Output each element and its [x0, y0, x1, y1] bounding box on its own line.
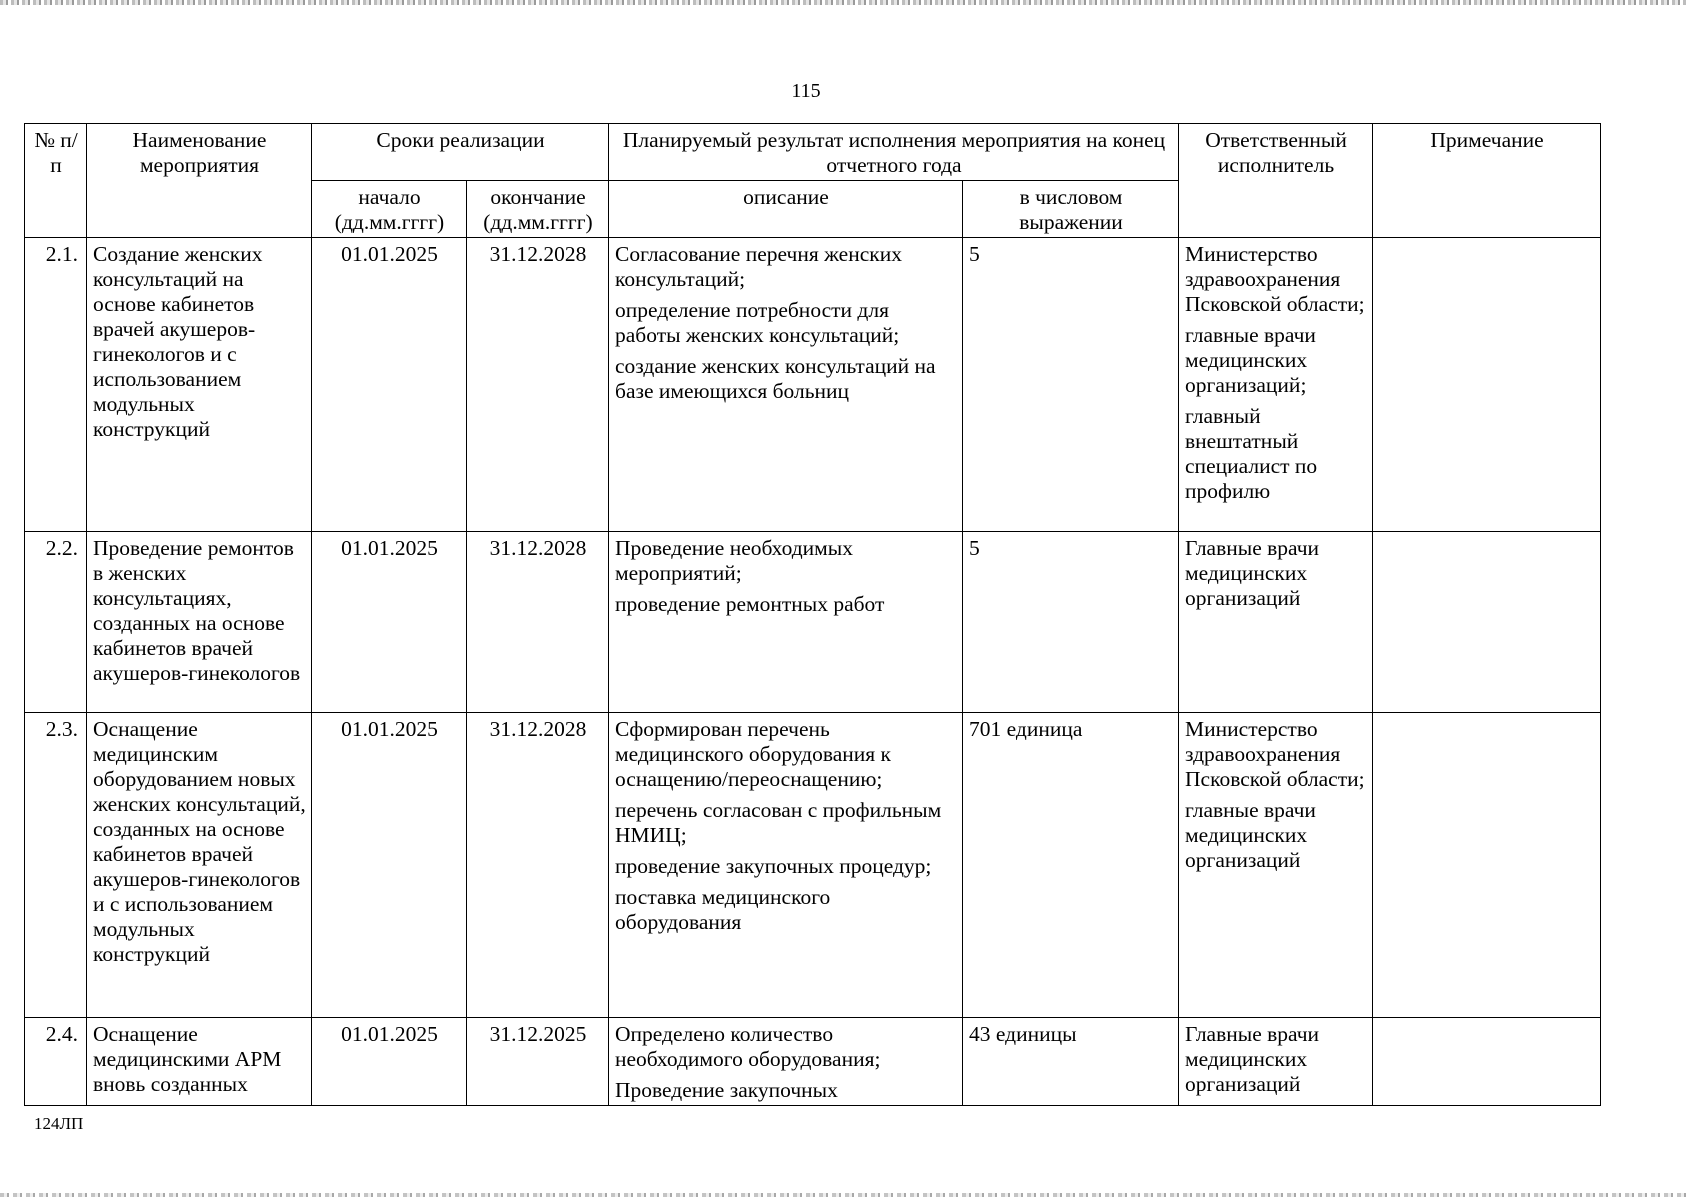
row-name: Оснащение медицинским оборудованием новых женских консультаций, созданных на основе кабинетов врачей акушеров-гинекологов и с использованием модульных конструкций	[87, 713, 312, 1018]
footer-code: 124ЛП	[34, 1114, 84, 1133]
row-name: Проведение ремонтов в женских консультациях, созданных на основе кабинетов врачей акушеров-гинекологов	[87, 532, 312, 713]
row-responsible	[1179, 532, 1373, 713]
row-end-date: 31.12.2028	[467, 532, 609, 713]
row-number: 2.3.	[25, 713, 87, 1018]
row-note	[1373, 238, 1601, 532]
plan-table	[24, 123, 1601, 1106]
header-start: начало (дд.мм.гггг)	[312, 181, 467, 238]
row-start-date: 01.01.2025	[312, 532, 467, 713]
row-end-date: 31.12.2028	[467, 238, 609, 532]
row-start-date: 01.01.2025	[312, 1018, 467, 1106]
row-description	[609, 713, 963, 1018]
table-body	[25, 238, 1601, 1106]
row-numeric: 5	[963, 238, 1179, 532]
description-item: Определено количество необходимого оборудования;	[615, 1022, 881, 1071]
responsible-item: главные врачи медицинских организаций	[1185, 798, 1316, 872]
table-header	[25, 124, 1601, 238]
table-row	[25, 532, 1601, 713]
description-item: проведение закупочных процедур;	[615, 854, 932, 878]
row-responsible	[1179, 238, 1373, 532]
row-numeric: 5	[963, 532, 1179, 713]
responsible-item: главные врачи медицинских организаций;	[1185, 323, 1316, 397]
row-number: 2.4.	[25, 1018, 87, 1106]
description-item: проведение ремонтных работ	[615, 592, 885, 616]
row-responsible	[1179, 713, 1373, 1018]
row-start-date: 01.01.2025	[312, 238, 467, 532]
description-item: Проведение закупочных	[615, 1078, 838, 1102]
table-row	[25, 713, 1601, 1018]
description-item: Согласование перечня женских консультаций;	[615, 242, 902, 291]
row-end-date: 31.12.2028	[467, 713, 609, 1018]
header-numeric: в числовом выражении	[963, 181, 1179, 238]
responsible-item: Главные врачи медицинских организаций	[1185, 536, 1320, 610]
responsible-item: Министерство здравоохранения Псковской области;	[1185, 717, 1365, 791]
table-row	[25, 238, 1601, 532]
responsible-item: главный внештатный специалист по профилю	[1185, 404, 1318, 503]
description-item: создание женских консультаций на базе имеющихся больниц	[615, 354, 936, 403]
header-responsible: Ответственный исполнитель	[1179, 124, 1373, 238]
header-description: описание	[609, 181, 963, 238]
responsible-item: Главные врачи медицинских организаций	[1185, 1022, 1320, 1096]
header-planned-result: Планируемый результат исполнения мероприятия на конец отчетного года	[609, 124, 1179, 181]
row-name: Оснащение медицинскими АРМ вновь созданных	[87, 1018, 312, 1106]
row-responsible	[1179, 1018, 1373, 1106]
row-note	[1373, 1018, 1601, 1106]
row-description	[609, 532, 963, 713]
scan-edge-bottom	[0, 1193, 1686, 1197]
row-numeric: 43 единицы	[963, 1018, 1179, 1106]
header-end: окончание (дд.мм.гггг)	[467, 181, 609, 238]
header-note: Примечание	[1373, 124, 1601, 238]
scan-edge-top	[0, 0, 1686, 5]
row-note	[1373, 713, 1601, 1018]
row-start-date: 01.01.2025	[312, 713, 467, 1018]
description-item: перечень согласован с профильным НМИЦ;	[615, 798, 942, 847]
row-name: Создание женских консультаций на основе кабинетов врачей акушеров-гинекологов и с использованием модульных конструкций	[87, 238, 312, 532]
header-timeline: Сроки реализации	[312, 124, 609, 181]
row-end-date: 31.12.2025	[467, 1018, 609, 1106]
description-item: Проведение необходимых мероприятий;	[615, 536, 853, 585]
header-name: Наименование мероприятия	[87, 124, 312, 238]
row-description	[609, 1018, 963, 1106]
row-note	[1373, 532, 1601, 713]
row-description	[609, 238, 963, 532]
row-number: 2.2.	[25, 532, 87, 713]
table-row	[25, 1018, 1601, 1106]
page-number: 115	[791, 80, 821, 102]
responsible-item: Министерство здравоохранения Псковской области;	[1185, 242, 1365, 316]
description-item: Сформирован перечень медицинского оборудования к оснащению/переоснащению;	[615, 717, 892, 791]
description-item: поставка медицинского оборудования	[615, 885, 831, 934]
row-number: 2.1.	[25, 238, 87, 532]
header-number: № п/п	[25, 124, 87, 238]
row-numeric: 701 единица	[963, 713, 1179, 1018]
description-item: определение потребности для работы женских консультаций;	[615, 298, 900, 347]
